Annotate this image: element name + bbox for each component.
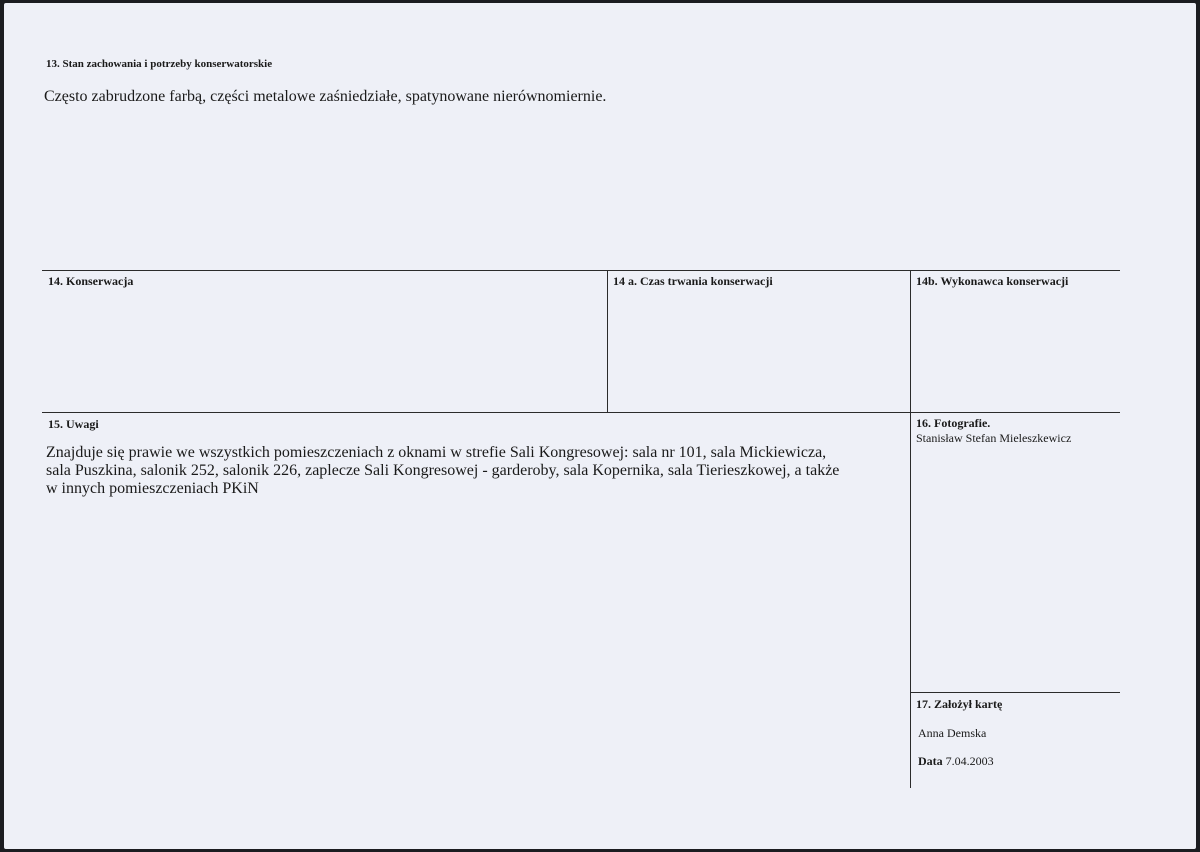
section-14a-label: 14 a. Czas trwania konserwacji <box>613 274 773 288</box>
date-label: Data <box>918 754 943 768</box>
section-15-line-3: w innych pomieszczeniach PKiN <box>46 480 259 497</box>
section-15-line-1: Znajduje się prawie we wszystkich pomieszczeniach z oknami w strefie Sali Kongresowej: sala nr 101, sala Mickiewicza, <box>46 444 827 461</box>
document-sheet <box>4 3 1196 849</box>
section-17-name: Anna Demska <box>918 726 987 740</box>
section-15-label: 15. Uwagi <box>48 417 99 431</box>
row-17-top-rule <box>910 692 1120 693</box>
section-16-label: 16. Fotografie. <box>916 416 991 430</box>
section-14-label: 14. Konserwacja <box>48 274 134 288</box>
col-14a-rule <box>607 270 608 412</box>
row-15-top-rule <box>42 412 1120 413</box>
section-17-date <box>918 754 994 769</box>
section-15-line-2: sala Puszkina, salonik 252, salonik 226, zaplecze Sali Kongresowej - garderoby, sala Kopernika, sala Tierieszkowej, a także <box>46 462 840 479</box>
section-15-text <box>46 444 906 498</box>
date-value: 7.04.2003 <box>945 754 994 768</box>
section-16-author: Stanisław Stefan Mieleszkewicz <box>916 431 1072 445</box>
row-14-top-rule <box>42 270 1120 271</box>
section-17-label: 17. Założył kartę <box>916 697 1003 711</box>
section-13-label: 13. Stan zachowania i potrzeby konserwatorskie <box>46 58 273 70</box>
section-14b-label: 14b. Wykonawca konserwacji <box>916 274 1069 288</box>
section-13-text: Często zabrudzone farbą, części metalowe zaśniedziałe, spatynowane nierównomiernie. <box>44 88 607 105</box>
col-14b-16-rule <box>910 270 911 788</box>
